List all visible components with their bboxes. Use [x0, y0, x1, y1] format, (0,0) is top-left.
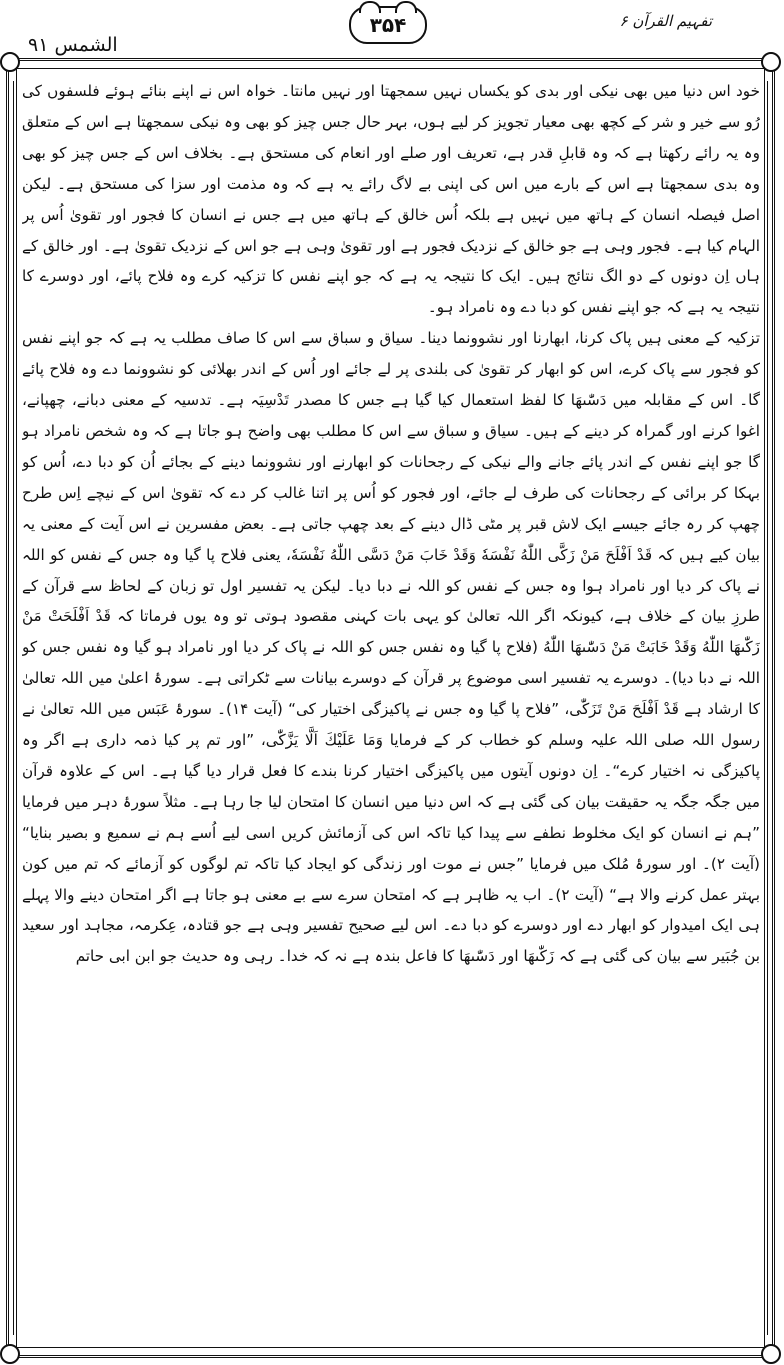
paragraph: خود اس دنیا میں بھی نیکی اور بدی کو یکساں نہیں سمجھتا اور نہیں مانتا۔ خواہ اس نے اپنے بنائے ہوئے فلسفوں کی رُو سے خیر و شر کے کچھ بھی معیار تجویز کر لیے ہوں، بہر حال جس چیز کو بھی وہ نیکی سمجھتا ہے اس کے متعلق وہ یہ رائے رکھتا ہے کہ وہ قابلِ قدر ہے، تعریف اور صلے اور انعام کی مستحق ہے۔ بخلاف اس کے جس چیز کو بھی وہ بدی سمجھتا ہے اس کے بارے میں اس کی اپنی بے لاگ رائے یہ ہے کہ وہ مذمت اور سزا کی مستحق ہے۔ لیکن اصل فیصلہ انسان کے ہاتھ میں نہیں ہے بلکہ اُس خالق کے ہاتھ میں ہے جس نے انسان کا فجور اور تقویٰ اُس پر الہام کیا ہے۔ فجور وہی ہے جو خالق کے نزدیک فجور ہے اور تقویٰ وہی ہے جو اس کے نزدیک تقویٰ ہے۔ اور خالق کے ہاں اِن دونوں کے دو الگ نتائج ہیں۔ ایک کا نتیجہ یہ ہے کہ جو اپنے نفس کا تزکیہ کرے وہ فلاح پائے، اور دوسرے کا نتیجہ یہ ہے کہ جو اپنے نفس کو دبا دے وہ نامراد ہو۔ [22, 82, 760, 317]
frame-left-pillar [8, 81, 14, 1335]
page-body [22, 76, 760, 1352]
corner-ornament-icon [0, 52, 20, 72]
surah-running-title: الشمس ۹۱ [28, 34, 118, 56]
corner-ornament-icon [761, 52, 781, 72]
paragraph: تزکیہ کے معنی ہیں پاک کرنا، ابھارنا اور نشوونما دینا۔ سیاق و سباق سے اس کا صاف مطلب یہ ہے کہ جو اپنے نفس کو فجور سے پاک کرے، اس کو ابھار کر تقویٰ کی بلندی پر لے جائے اور اُس کے اندر بھلائی کو نشوونما دے وہ فلاح پائے گا۔ اس کے مقابلہ میں دَسّٰىھَا کا لفظ استعمال کیا گیا ہے جس کا مصدر تَدْسِیَہ ہے۔ تدسیہ کے معنی دبانے، چھپانے، اغوا کرنے اور گمراہ کر دینے کے ہیں۔ سیاق و سباق سے اس کا مطلب بھی واضح ہو جاتا ہے کہ وہ شخص نامراد ہو گا جو اپنے نفس کے اندر پائے جانے والے نیکی کے رجحانات کو ابھارنے اور نشوونما دینے کے بجائے اُن کو دبا دے، اُس کو بہکا کر برائی کے رجحانات کی طرف لے جائے، اور فجور کو اُس پر اتنا غالب کر دے کہ تقویٰ اس کے نیچے اِس طرح چھپ کر رہ جائے جیسے ایک لاش قبر پر مٹی ڈال دینے کے بعد چھپ جاتی ہے۔ بعض مفسرین نے اس آیت کے معنی یہ بیان کیے ہیں کہ قَدْ اَفْلَحَ مَنْ زَكَّى اللّٰهُ نَفْسَهٗ وَقَدْ خَابَ مَنْ دَسَّى اللّٰهُ نَفْسَهٗ، یعنی فلاح پا گیا وہ جس کے نفس کو اللہ نے پاک کر دیا اور نامراد ہوا وہ جس کے نفس کو اللہ نے دبا دیا۔ لیکن یہ تفسیر اول تو زبان کے لحاظ سے قرآن کے طرزِ بیان کے خلاف ہے، کیونکہ اگر اللہ تعالیٰ کو یہی بات کہنی مقصود ہوتی تو وہ یوں فرماتا کہ قَدْ اَفْلَحَتْ مَنْ زَكّٰىهَا اللّٰهُ وَقَدْ خَابَتْ مَنْ دَسّٰىهَا اللّٰهُ (فلاح پا گیا وہ نفس جس کو اللہ نے پاک کر دیا اور نامراد ہو گیا وہ نفس جس کو اللہ نے دبا دیا)۔ دوسرے یہ تفسیر اسی موضوع پر قرآن کے دوسرے بیانات سے ٹکراتی ہے۔ سورۂ اعلیٰ میں اللہ تعالیٰ کا ارشاد ہے قَدْ اَفْلَحَ مَنْ تَزَكّٰى، ”فلاح پا گیا وہ جس نے پاکیزگی اختیار کی“ (آیت ۱۴)۔ سورۂ عَبَس میں اللہ تعالیٰ نے رسول اللہ صلی اللہ علیہ وسلم کو خطاب کر کے فرمایا وَمَا عَلَيْكَ اَلَّا يَزَّكّٰى، ”اور تم پر کیا ذمہ داری ہے اگر وہ پاکیزگی نہ اختیار کرے“۔ اِن دونوں آیتوں میں پاکیزگی اختیار کرنا بندے کا فعل قرار دیا گیا ہے۔ اس کے علاوہ قرآن میں جگہ جگہ یہ حقیقت بیان کی گئی ہے کہ اس دنیا میں انسان کا امتحان لیا جا رہا ہے۔ مثلاً سورۂ دہر میں فرمایا ”ہم نے انسان کو ایک مخلوط نطفے سے پیدا کیا تاکہ اس کی آزمائش کریں اسی لیے اُسے ہم نے سمیع و بصیر بنایا“ (آیت ۲)۔ اور سورۂ مُلک میں فرمایا ”جس نے موت اور زندگی کو ایجاد کیا تاکہ تم لوگوں کو آزمائے کہ تم میں کون بہتر عمل کرنے والا ہے“ (آیت ۲)۔ اب یہ ظاہر ہے کہ امتحان سرے سے بے معنی ہو جاتا ہے اگر امتحان دینے والا پہلے ہی ایک امیدوار کو ابھار دے اور دوسرے کو دبا دے۔ اس لیے صحیح تفسیر وہی ہے جو قتادہ، عِکرمہ، مجاہد اور سعید بن جُبَیر سے بیان کی گئی ہے کہ زَكّٰىهَا اور دَسّٰىهَا کا فاعل بندہ ہے نہ کہ خدا۔ رہی وہ حدیث جو ابن ابی حاتم [22, 329, 760, 966]
corner-ornament-icon [0, 1344, 20, 1364]
frame-right-pillar [767, 81, 773, 1335]
corner-ornament-icon [761, 1344, 781, 1364]
page-header [0, 0, 784, 60]
page-number: ۳۵۴ [349, 6, 427, 44]
book-running-title: تفہیم القرآن ۶ [619, 12, 712, 30]
